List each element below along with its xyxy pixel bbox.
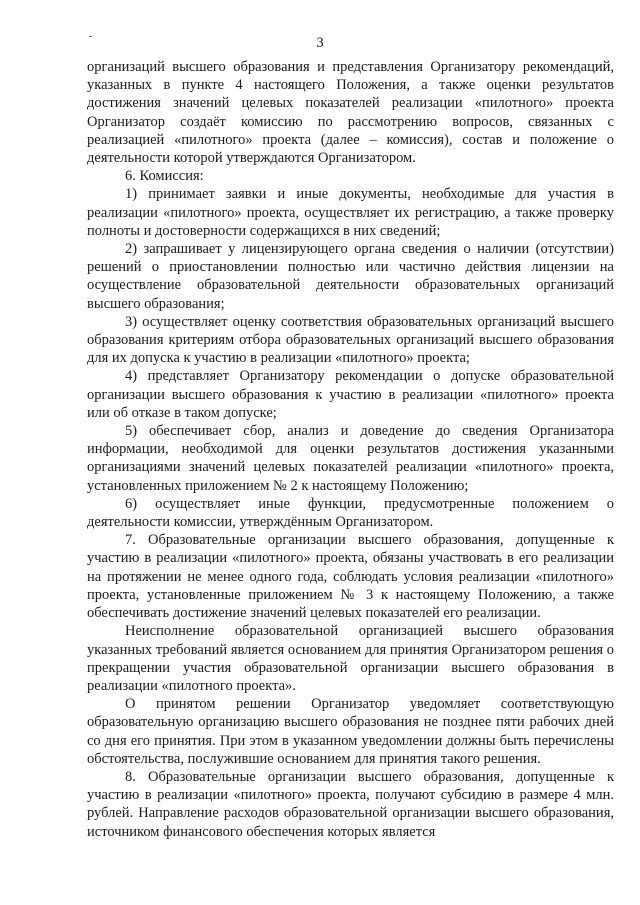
paragraph-section-7: 7. Образовательные организации высшего образования, допущенные к участию в реализации «пилотного» проекта, обязаны участвовать в его реализации на протяжении не менее одного года, соблюдать условия реализации «пилотного» проекта, установленные приложением № 3 к настоящему Положению, а также обеспечивать достижение значений целевых показателей его реализации.: [87, 532, 614, 622]
paragraph-continuation: организаций высшего образования и представления Организатору рекомендаций, указанных в пункте 4 настоящего Положения, а также оценки результатов достижения значений целевых показателей реализации «пилотного» проекта Организатор создаёт комиссию по рассмотрению вопросов, связанных с реализацией «пилотного» проекта (далее – комиссия), состав и положение о деятельности которой утверждаются Организатором.: [87, 59, 614, 167]
paragraph-notification: О принятом решении Организатор уведомляет соответствующую образовательную организацию высшего образования не позднее пяти рабочих дней со дня его принятия. При этом в указанном уведомлении должны быть перечислены обстоятельства, послужившие основанием для принятия такого решения.: [87, 696, 614, 767]
paragraph-item-3: 3) осуществляет оценку соответствия образовательных организаций высшего образования критериям отбора образовательных организаций высшего образования для их допуска к участию в реализации «пилотного» проекта;: [87, 313, 614, 367]
paragraph-non-compliance: Неисполнение образовательной организацией высшего образования указанных требований является основанием для принятия Организатором решения о прекращении участия образовательной организации высшего образования в реализации «пилотного проекта».: [87, 623, 614, 694]
paragraph-item-6: 6) осуществляет иные функции, предусмотренные положением о деятельности комиссии, утверждённым Организатором.: [87, 495, 614, 531]
paragraph-item-4: 4) представляет Организатору рекомендации о допуске образовательной организации высшего образования к участию в реализации «пилотного» проекта или об отказе в таком допуске;: [87, 368, 614, 421]
page-number: 3: [316, 35, 324, 51]
paragraph-item-5: 5) обеспечивает сбор, анализ и доведение до сведения Организатора информации, необходимой для оценки результатов достижения указанными организациями значений целевых показателей реализации «пилотного» проекта, установленных приложением № 2 к настоящему Положению;: [87, 423, 614, 494]
paragraph-commission-heading: 6. Комиссия:: [125, 168, 204, 185]
document-body: [87, 58, 614, 841]
paragraph-item-1: 1) принимает заявки и иные документы, необходимые для участия в реализации «пилотного» проекта, осуществляет их регистрацию, а также проверку полноты и достоверности содержащихся в них сведений;: [87, 186, 614, 239]
paragraph-item-2: 2) запрашивает у лицензирующего органа сведения о наличии (отсутствии) решений о приостановлении полностью или частично действия лицензии на осуществление образовательной деятельности образовательных организаций высшего образования;: [87, 241, 614, 312]
paragraph-section-8: 8. Образовательные организации высшего образования, допущенные к участию в реализации «пилотного» проекта, получают субсидию в размере 4 млн. рублей. Направление расходов образовательной организации высшего образования, источником финансового обеспечения которых является: [87, 768, 614, 840]
